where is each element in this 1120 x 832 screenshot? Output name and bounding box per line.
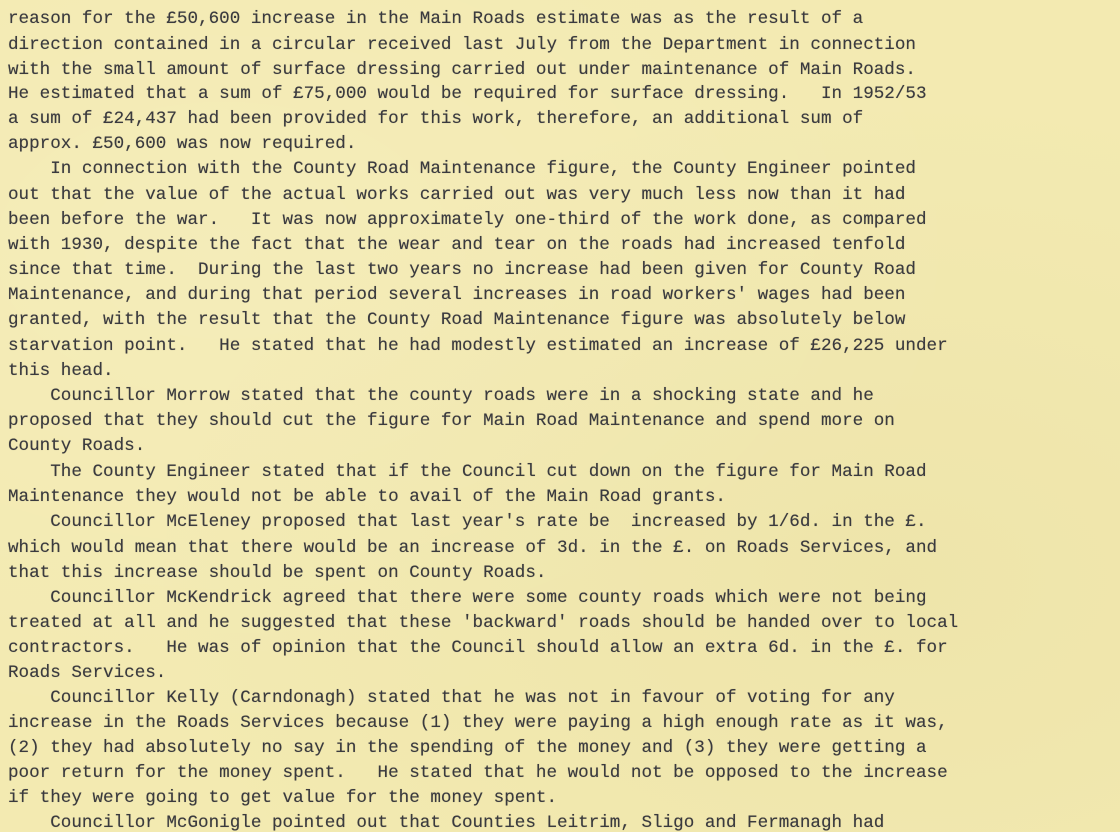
document-line: Maintenance, and during that period several increases in road workers' wages had been <box>8 285 906 305</box>
document-line: which would mean that there would be an increase of 3d. in the £. on Roads Services, and <box>8 538 938 558</box>
document-line: a sum of £24,437 had been provided for this work, therefore, an additional sum of <box>8 109 864 129</box>
document-line: (2) they had absolutely no say in the spending of the money and (3) they were getting a <box>8 738 927 758</box>
document-line: starvation point. He stated that he had modestly estimated an increase of £26,225 under <box>8 336 948 356</box>
document-line: with the small amount of surface dressing carried out under maintenance of Main Roads. <box>8 60 916 80</box>
document-line: The County Engineer stated that if the Council cut down on the figure for Main Road <box>8 462 927 482</box>
document-line: contractors. He was of opinion that the Council should allow an extra 6d. in the £. for <box>8 638 948 658</box>
document-line: Councillor Kelly (Carndonagh) stated that he was not in favour of voting for any <box>8 688 895 708</box>
document-line: treated at all and he suggested that these 'backward' roads should be handed over to local <box>8 613 959 633</box>
document-line: Councillor McKendrick agreed that there were some county roads which were not being <box>8 588 927 608</box>
document-line: poor return for the money spent. He stated that he would not be opposed to the increase <box>8 763 948 783</box>
document-line: approx. £50,600 was now required. <box>8 134 357 154</box>
document-line: out that the value of the actual works carried out was very much less now than it had <box>8 185 906 205</box>
document-line: He estimated that a sum of £75,000 would be required for surface dressing. In 1952/53 <box>8 84 927 104</box>
document-line: been before the war. It was now approximately one-third of the work done, as compared <box>8 210 927 230</box>
document-line: increase in the Roads Services because (1) they were paying a high enough rate as it was, <box>8 713 948 733</box>
document-line: since that time. During the last two years no increase had been given for County Road <box>8 260 916 280</box>
document-line: Councillor McGonigle pointed out that Counties Leitrim, Sligo and Fermanagh had <box>8 813 885 832</box>
document-line: proposed that they should cut the figure for Main Road Maintenance and spend more on <box>8 411 895 431</box>
document-line: Councillor McEleney proposed that last year's rate be increased by 1/6d. in the £. <box>8 512 927 532</box>
document-line: direction contained in a circular received last July from the Department in connection <box>8 35 916 55</box>
document-line: if they were going to get value for the money spent. <box>8 788 558 808</box>
document-line: that this increase should be spent on County Roads. <box>8 563 547 583</box>
document-line: County Roads. <box>8 436 146 456</box>
document-line: Maintenance they would not be able to avail of the Main Road grants. <box>8 487 726 507</box>
document-line: with 1930, despite the fact that the wear and tear on the roads had increased tenfold <box>8 235 906 255</box>
document-line: reason for the £50,600 increase in the Main Roads estimate was as the result of a <box>8 9 864 29</box>
document-line: In connection with the County Road Maintenance figure, the County Engineer pointed <box>8 159 916 179</box>
document-line: this head. <box>8 361 114 381</box>
document-line: granted, with the result that the County Road Maintenance figure was absolutely below <box>8 310 906 330</box>
document-line: Roads Services. <box>8 663 167 683</box>
document-line: Councillor Morrow stated that the county roads were in a shocking state and he <box>8 386 874 406</box>
